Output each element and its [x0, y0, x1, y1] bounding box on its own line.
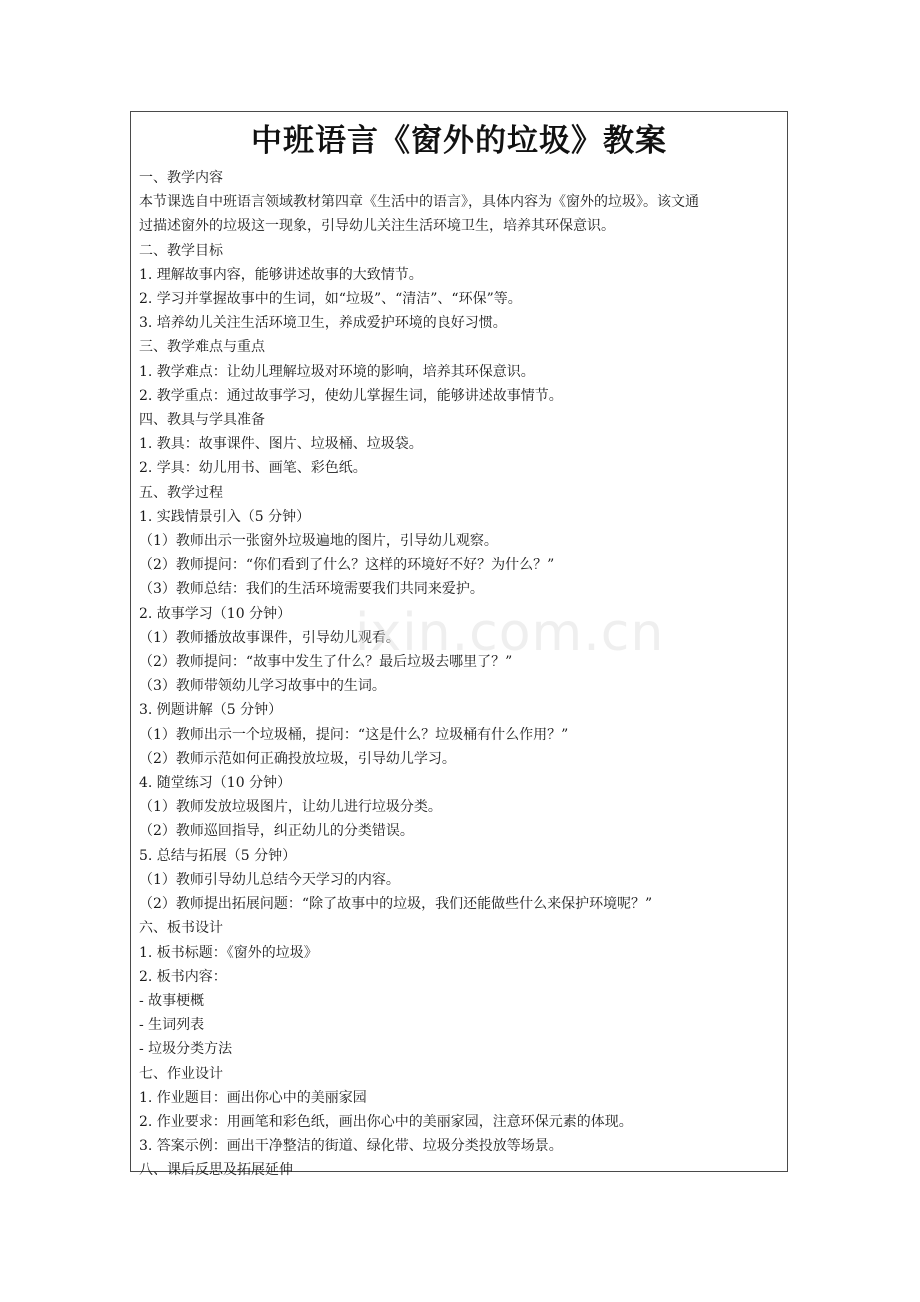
document-line: 1. 教具：故事课件、图片、垃圾桶、垃圾袋。: [139, 436, 423, 453]
document-line: （2）教师示范如何正确投放垃圾，引导幼儿学习。: [139, 750, 456, 767]
document-line: - 生词列表: [139, 1017, 205, 1034]
document-line: （1）教师出示一张窗外垃圾遍地的图片，引导幼儿观察。: [139, 533, 498, 550]
document-line: 1. 理解故事内容，能够讲述故事的大致情节。: [139, 266, 423, 283]
document-line: 本节课选自中班语言领域教材第四章《生活中的语言》，具体内容为《窗外的垃圾》。该文通: [139, 194, 699, 211]
document-line: （2）教师提问：“故事中发生了什么？最后垃圾去哪里了？”: [139, 654, 513, 671]
document-line: 2. 板书内容：: [139, 968, 227, 985]
document-line: （2）教师提问：“你们看到了什么？这样的环境好不好？为什么？”: [139, 557, 555, 574]
document-line: 5. 总结与拓展（5 分钟）: [139, 847, 297, 864]
document-line: 1. 板书标题：《窗外的垃圾》: [139, 944, 318, 961]
document-line: 2. 故事学习（10 分钟）: [139, 605, 292, 622]
document-line: 1. 教学难点：让幼儿理解垃圾对环境的影响，培养其环保意识。: [139, 363, 535, 380]
document-line: 三、教学难点与重点: [139, 339, 265, 356]
document-line: 3. 答案示例：画出干净整洁的街道、绿化带、垃圾分类投放等场景。: [139, 1138, 563, 1155]
document-line: （3）教师带领幼儿学习故事中的生词。: [139, 678, 386, 695]
document-line: 七、作业设计: [139, 1065, 223, 1082]
document-line: 3. 培养幼儿关注生活环境卫生，养成爱护环境的良好习惯。: [139, 315, 507, 332]
document-body: [139, 166, 779, 1183]
document-line: （2）教师提出拓展问题：“除了故事中的垃圾，我们还能做些什么来保护环境呢？”: [139, 896, 653, 913]
document-line: 2. 学具：幼儿用书、画笔、彩色纸。: [139, 460, 367, 477]
document-line: 一、教学内容: [139, 170, 223, 186]
document-line: （1）教师出示一个垃圾桶，提问：“这是什么？垃圾桶有什么作用？”: [139, 726, 569, 743]
document-line: 八、课后反思及拓展延伸: [139, 1162, 293, 1179]
watermark: ixin.com.cn: [355, 603, 665, 663]
document-line: 3. 例题讲解（5 分钟）: [139, 702, 283, 719]
document-line: - 垃圾分类方法: [139, 1041, 233, 1058]
document-line: 2. 教学重点：通过故事学习，使幼儿掌握生词，能够讲述故事情节。: [139, 387, 563, 404]
document-line: 过描述窗外的垃圾这一现象，引导幼儿关注生活环境卫生，培养其环保意识。: [139, 218, 615, 235]
document-line: （3）教师总结：我们的生活环境需要我们共同来爱护。: [139, 581, 484, 598]
document-line: 六、板书设计: [139, 920, 223, 937]
document-line: - 故事梗概: [139, 992, 205, 1009]
document-line: 四、教具与学具准备: [139, 412, 265, 429]
document-line: 2. 学习并掌握故事中的生词，如“垃圾”、“清洁”、“环保”等。: [139, 291, 522, 308]
document-line: 1. 作业题目：画出你心中的美丽家园: [139, 1089, 367, 1106]
document-line: 1. 实践情景引入（5 分钟）: [139, 508, 311, 525]
document-line: 二、教学目标: [139, 242, 223, 259]
document-line: 五、教学过程: [139, 484, 223, 501]
document-line: （1）教师引导幼儿总结今天学习的内容。: [139, 871, 400, 888]
document-line: 4. 随堂练习（10 分钟）: [139, 775, 292, 792]
document-line: （1）教师发放垃圾图片，让幼儿进行垃圾分类。: [139, 799, 442, 816]
document-line: （1）教师播放故事课件，引导幼儿观看。: [139, 629, 400, 646]
document-frame: [130, 111, 788, 1179]
document-line: 2. 作业要求：用画笔和彩色纸，画出你心中的美丽家园，注意环保元素的体现。: [139, 1113, 633, 1130]
document-line: （2）教师巡回指导，纠正幼儿的分类错误。: [139, 823, 414, 840]
document-title: 中班语言《窗外的垃圾》教案: [251, 123, 667, 159]
